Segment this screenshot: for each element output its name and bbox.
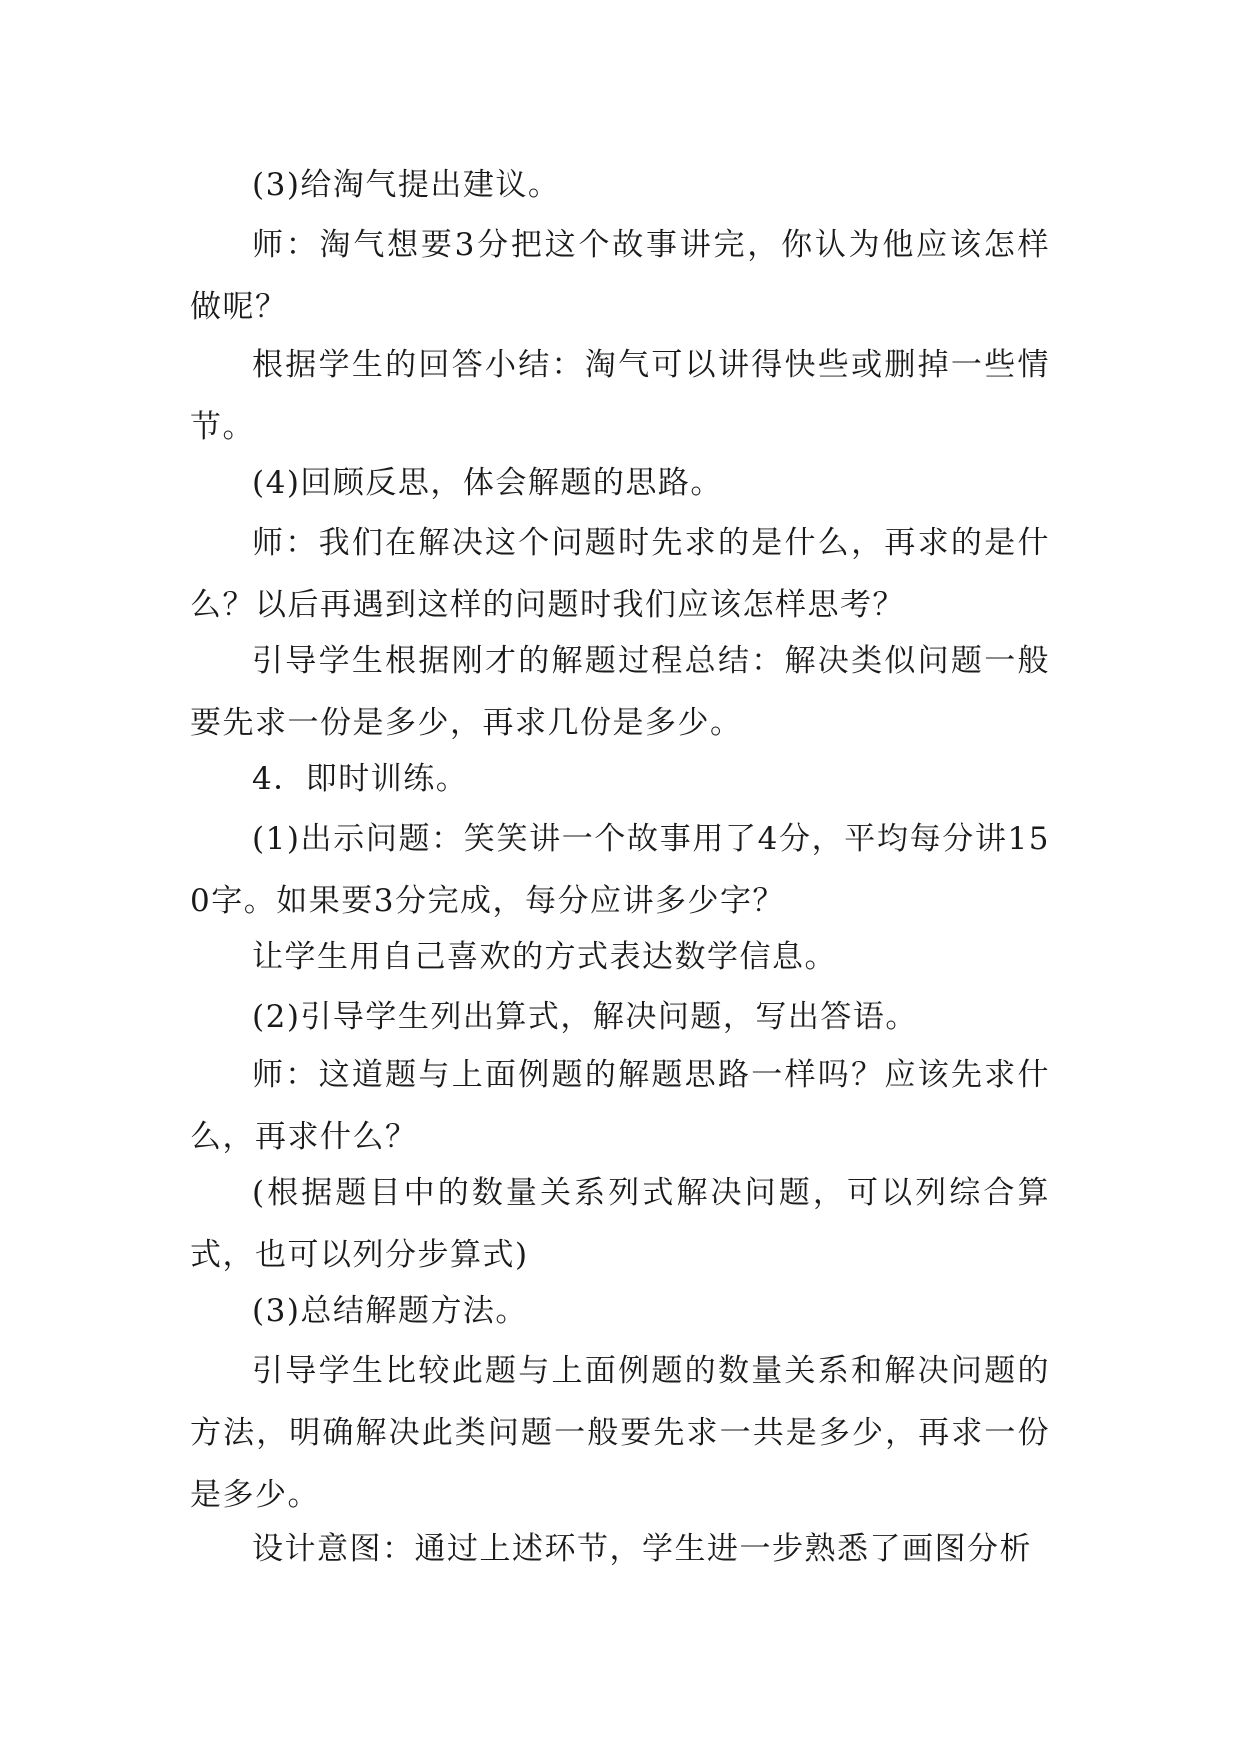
- paragraph: 师：淘气想要3分把这个故事讲完，你认为他应该怎样做呢？: [190, 227, 1050, 325]
- paragraph: (3)给淘气提出建议。: [252, 167, 561, 203]
- paragraph: 师：这道题与上面例题的解题思路一样吗？应该先求什么，再求什么？: [190, 1057, 1050, 1155]
- paragraph: 设计意图：通过上述环节，学生进一步熟悉了画图分析: [252, 1531, 1032, 1567]
- paragraph: (1)出示问题：笑笑讲一个故事用了4分，平均每分讲150字。如果要3分完成，每分应讲多少字？: [190, 821, 1050, 919]
- paragraph: (4)回顾反思，体会解题的思路。: [252, 465, 723, 501]
- paragraph: (3)总结解题方法。: [252, 1293, 528, 1329]
- paragraph: 引导学生根据刚才的解题过程总结：解决类似问题一般要先求一份是多少，再求几份是多少。: [190, 643, 1050, 741]
- paragraph: (根据题目中的数量关系列式解决问题，可以列综合算式，也可以列分步算式): [190, 1175, 1050, 1273]
- paragraph: 让学生用自己喜欢的方式表达数学信息。: [252, 939, 837, 975]
- paragraph: 师：我们在解决这个问题时先求的是什么，再求的是什么？以后再遇到这样的问题时我们应该怎样思考？: [190, 525, 1050, 623]
- paragraph: 4．即时训练。: [252, 761, 469, 797]
- paragraph: 根据学生的回答小结：淘气可以讲得快些或删掉一些情节。: [190, 347, 1050, 445]
- paragraph: (2)引导学生列出算式，解决问题，写出答语。: [252, 999, 918, 1035]
- paragraph: 引导学生比较此题与上面例题的数量关系和解决问题的方法，明确解决此类问题一般要先求一共是多少，再求一份是多少。: [190, 1353, 1050, 1513]
